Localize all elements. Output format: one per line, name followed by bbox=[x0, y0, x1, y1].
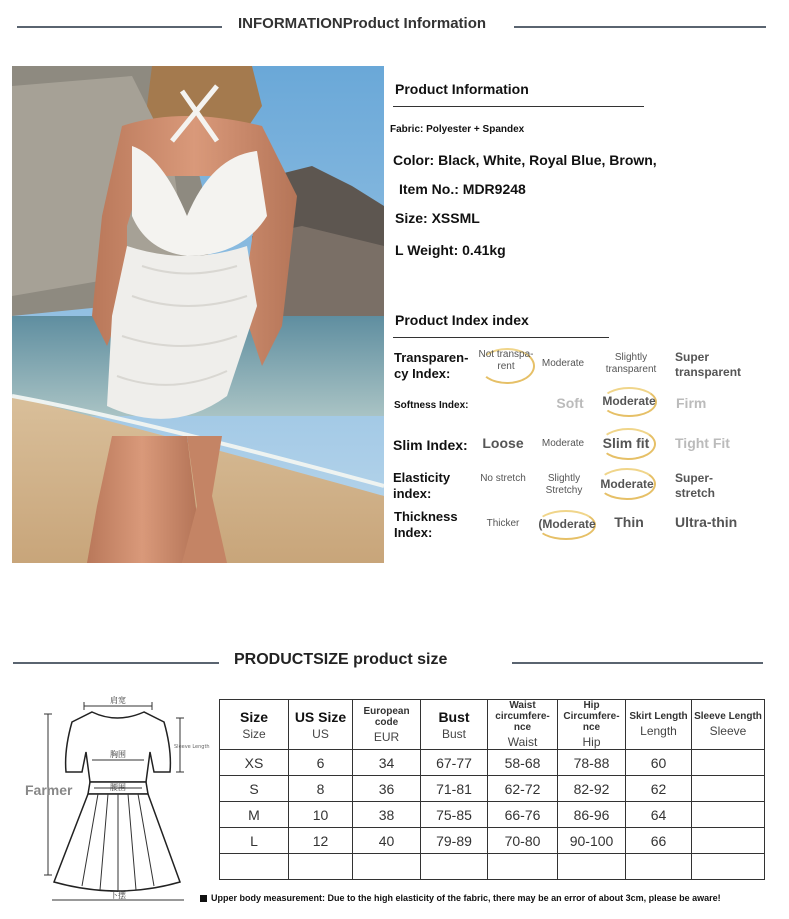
table-cell: L bbox=[220, 828, 289, 854]
col-european: European code EUR bbox=[353, 700, 421, 750]
product-info-title: Product Information bbox=[395, 81, 529, 97]
size-rule-right bbox=[512, 662, 763, 664]
table-cell: 62-72 bbox=[488, 776, 558, 802]
table-cell: 79-89 bbox=[421, 828, 488, 854]
table-cell bbox=[692, 750, 765, 776]
table-cell: 66 bbox=[626, 828, 692, 854]
table-cell: 40 bbox=[353, 828, 421, 854]
slim-option-2: Slim fit bbox=[602, 435, 650, 451]
elasticity-option-3: Super-stretch bbox=[675, 471, 716, 500]
table-cell bbox=[692, 776, 765, 802]
bust-label: 胸围 bbox=[110, 750, 126, 759]
softness-option-0: Soft bbox=[556, 395, 584, 411]
table-cell: 58-68 bbox=[488, 750, 558, 776]
table-cell: 90-100 bbox=[558, 828, 626, 854]
table-cell: 8 bbox=[289, 776, 353, 802]
thickness-option-2: Thin bbox=[614, 514, 644, 530]
elasticity-label: Elasticity index: bbox=[393, 470, 451, 501]
header-title: INFORMATIONProduct Information bbox=[238, 15, 487, 32]
transparency-label: Transparen-cy Index: bbox=[394, 350, 469, 381]
table-row bbox=[220, 802, 765, 828]
thickness-label: Thickness Index: bbox=[394, 509, 458, 540]
size-table-header-row bbox=[220, 700, 765, 750]
table-cell: 66-76 bbox=[488, 802, 558, 828]
table-cell: 71-81 bbox=[421, 776, 488, 802]
col-us-size: US Size US bbox=[289, 700, 353, 750]
table-cell: 6 bbox=[289, 750, 353, 776]
thickness-option-0: Thicker bbox=[486, 518, 520, 529]
table-cell: S bbox=[220, 776, 289, 802]
table-cell bbox=[626, 854, 692, 880]
bullet-square-icon bbox=[200, 895, 207, 902]
size-section-title: PRODUCTSIZE product size bbox=[234, 651, 448, 668]
table-cell: M bbox=[220, 802, 289, 828]
table-cell: 60 bbox=[626, 750, 692, 776]
item-no-text: Item No.: MDR9248 bbox=[399, 181, 526, 197]
elasticity-option-2: Moderate bbox=[600, 477, 654, 491]
table-cell bbox=[220, 854, 289, 880]
thickness-option-3: Ultra-thin bbox=[675, 514, 738, 530]
table-cell: 10 bbox=[289, 802, 353, 828]
col-bust: Bust Bust bbox=[421, 700, 488, 750]
size-rule-left bbox=[13, 662, 219, 664]
product-photo bbox=[12, 66, 384, 563]
transparency-option-1: Moderate bbox=[541, 358, 585, 369]
slim-option-1: Moderate bbox=[541, 438, 585, 449]
measurement-note-text: Upper body measurement: Due to the high elasticity of the fabric, there may be an error of about 3cm, please be aware! bbox=[211, 893, 721, 903]
fabric-text: Fabric: Polyester + Spandex bbox=[390, 124, 525, 135]
hem-label: 下摆 bbox=[110, 891, 126, 900]
elasticity-option-1: Slightly Stretchy bbox=[545, 473, 583, 496]
table-cell: 36 bbox=[353, 776, 421, 802]
table-cell bbox=[692, 828, 765, 854]
table-row bbox=[220, 776, 765, 802]
table-cell: 70-80 bbox=[488, 828, 558, 854]
slim-label: Slim Index: bbox=[393, 437, 468, 453]
table-row bbox=[220, 750, 765, 776]
col-hip: Hip Circumfere-nce Hip bbox=[558, 700, 626, 750]
table-cell: 78-88 bbox=[558, 750, 626, 776]
table-cell: 34 bbox=[353, 750, 421, 776]
table-cell: 38 bbox=[353, 802, 421, 828]
softness-option-2: Firm bbox=[676, 395, 707, 411]
transparency-option-3: Super transparent bbox=[675, 350, 742, 379]
softness-option-1: Moderate bbox=[602, 394, 656, 408]
diagram-label: Farmer bbox=[25, 782, 73, 798]
table-cell: 86-96 bbox=[558, 802, 626, 828]
softness-label: Softness Index: bbox=[394, 400, 469, 411]
table-cell: XS bbox=[220, 750, 289, 776]
table-cell: 82-92 bbox=[558, 776, 626, 802]
col-waist: Waist circumfere-nce Waist bbox=[488, 700, 558, 750]
transparency-option-2: Slightly transparent bbox=[605, 352, 657, 375]
thickness-option-1: (Moderate bbox=[538, 517, 596, 531]
size-text: Size: XSSML bbox=[395, 210, 480, 226]
table-cell bbox=[289, 854, 353, 880]
slim-option-0: Loose bbox=[482, 435, 524, 451]
product-index-title: Product Index index bbox=[395, 312, 529, 328]
size-table bbox=[219, 699, 765, 880]
table-row bbox=[220, 828, 765, 854]
table-cell bbox=[353, 854, 421, 880]
product-info-rule bbox=[393, 106, 644, 107]
col-sleeve-length: Sleeve Length Sleeve bbox=[692, 700, 765, 750]
table-cell: 62 bbox=[626, 776, 692, 802]
table-cell bbox=[558, 854, 626, 880]
col-skirt-length: Skirt Length Length bbox=[626, 700, 692, 750]
measurement-note bbox=[200, 893, 721, 903]
table-cell: 67-77 bbox=[421, 750, 488, 776]
table-cell bbox=[692, 854, 765, 880]
color-text: Color: Black, White, Royal Blue, Brown, bbox=[393, 152, 657, 168]
transparency-option-0: Not transpa-rent bbox=[478, 349, 534, 372]
header-rule-right bbox=[514, 26, 766, 28]
table-cell bbox=[692, 802, 765, 828]
sleeve-label: Sleeve Length bbox=[174, 744, 210, 750]
table-row bbox=[220, 854, 765, 880]
header-rule-left bbox=[17, 26, 222, 28]
elasticity-option-0: No stretch bbox=[480, 473, 526, 484]
table-cell bbox=[421, 854, 488, 880]
table-cell bbox=[488, 854, 558, 880]
waist-label: 腰围 bbox=[110, 783, 126, 792]
weight-text: L Weight: 0.41kg bbox=[395, 242, 506, 258]
product-index-rule bbox=[393, 337, 609, 338]
shoulder-label: 肩宽 bbox=[110, 696, 126, 705]
table-cell: 75-85 bbox=[421, 802, 488, 828]
slim-option-3: Tight Fit bbox=[675, 435, 730, 451]
table-cell: 12 bbox=[289, 828, 353, 854]
table-cell: 64 bbox=[626, 802, 692, 828]
col-size: Size Size bbox=[220, 700, 289, 750]
